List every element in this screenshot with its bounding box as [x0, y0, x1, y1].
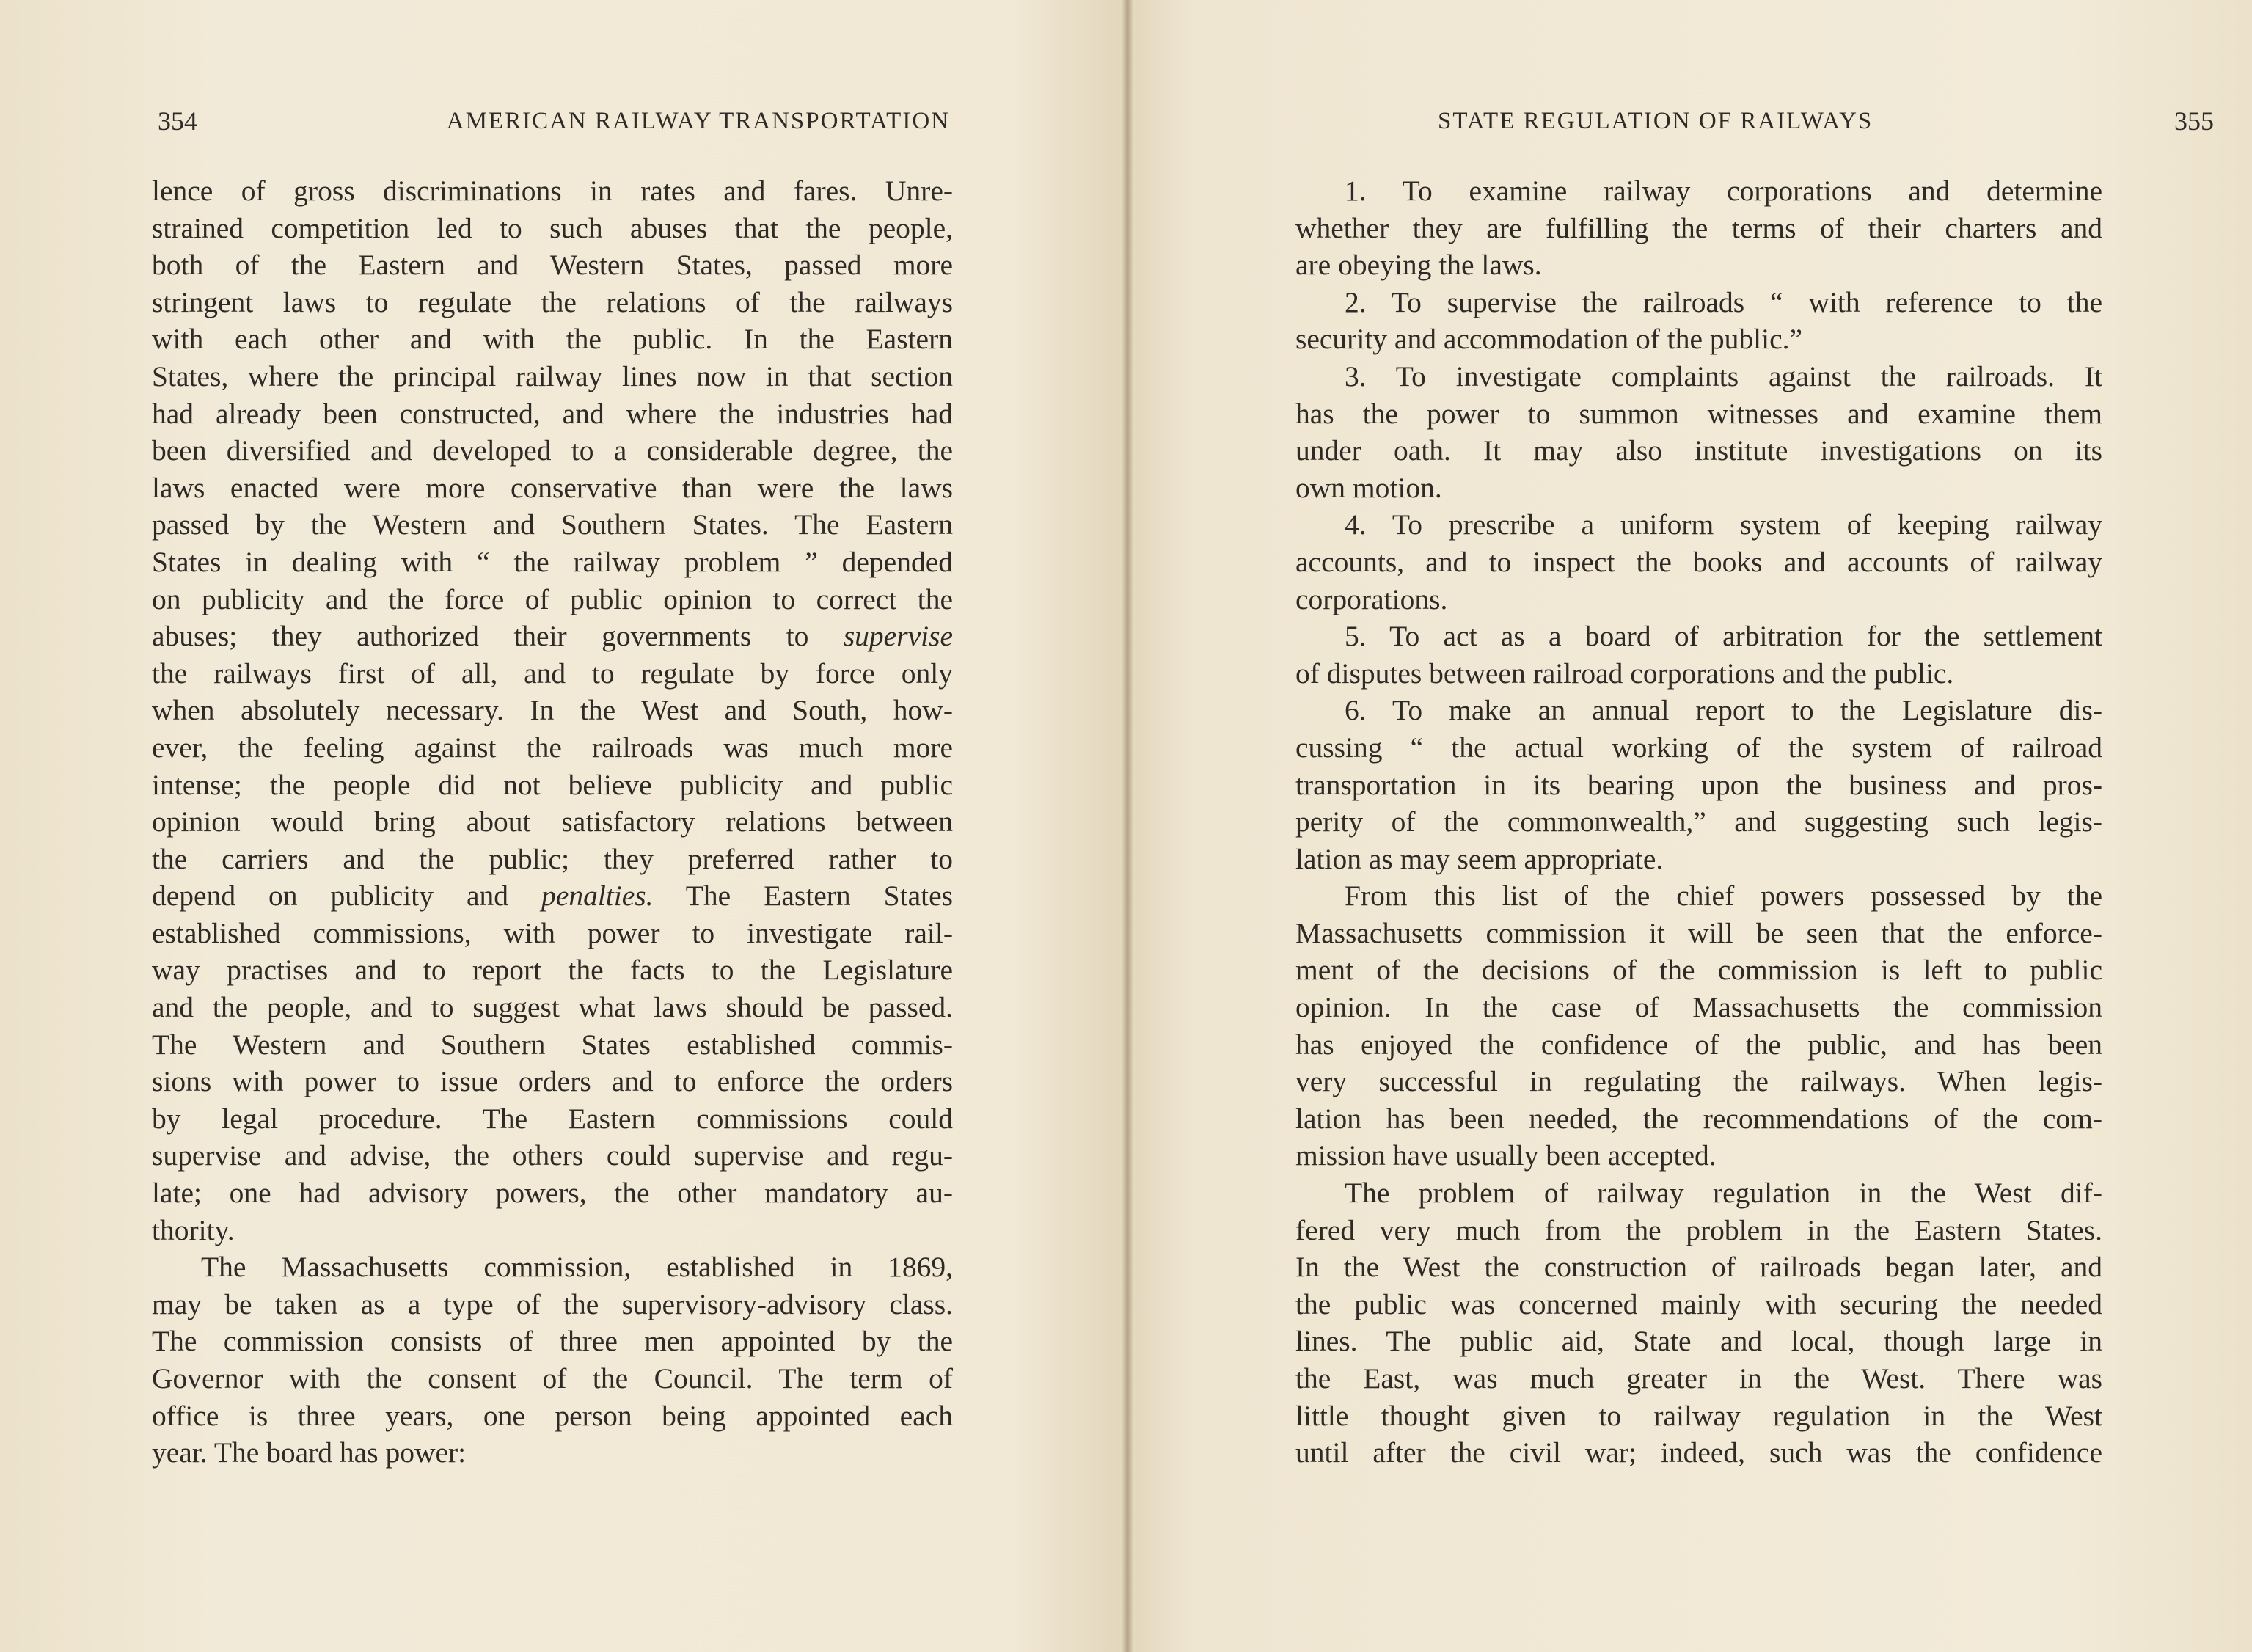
text-line: security and accommodation of the public.”	[1295, 323, 1803, 356]
text-line: by legal procedure. The Eastern commissions could	[152, 1102, 953, 1135]
text-line: under oath. It may also institute investigations on its	[1295, 434, 2102, 467]
text-line: lines. The public aid, State and local, though large in	[1295, 1325, 2102, 1358]
text-line: intense; the people did not believe publicity and public	[152, 768, 953, 801]
text-line: 2. To supervise the railroads “ with reference to the	[1345, 285, 2102, 318]
text-line: the carriers and the public; they preferred rather to	[152, 842, 953, 875]
text-line: opinion would bring about satisfactory relations between	[152, 805, 953, 838]
text-line: States in dealing with “ the railway problem ” depended	[152, 545, 953, 578]
text-line: are obeying the laws.	[1295, 249, 1542, 282]
text-line: Massachusetts commission it will be seen that the enforce-	[1295, 916, 2102, 949]
text-line: lation has been needed, the recommendations of the com-	[1295, 1102, 2102, 1135]
text-line: cussing “ the actual working of the system of railroad	[1295, 731, 2102, 764]
left-page	[0, 0, 1122, 1652]
text-line: From this list of the chief powers possessed by the	[1345, 880, 2102, 913]
text-line: Governor with the consent of the Council. The term of	[152, 1362, 953, 1395]
text-line: had already been constructed, and where the industries had	[152, 397, 953, 430]
text-line: lation as may seem appropriate.	[1295, 842, 1664, 875]
text-line: own motion.	[1295, 471, 1442, 504]
text-line: year. The board has power:	[152, 1436, 467, 1469]
paragraph	[152, 1249, 953, 1472]
text-line: 3. To investigate complaints against the railroads. It	[1345, 359, 2102, 392]
text-line: The Massachusetts commission, established in 1869,	[201, 1251, 953, 1284]
text-line: The commission consists of three men appointed by the	[152, 1325, 953, 1358]
text-line: passed by the Western and Southern States. The Eastern	[152, 508, 953, 541]
text-line: the East, was much greater in the West. There was	[1295, 1362, 2102, 1395]
right-running-title: STATE REGULATION OF RAILWAYS	[1438, 107, 1873, 134]
text-line: whether they are fulfilling the terms of their charters and	[1295, 211, 2102, 244]
text-line: the public was concerned mainly with securing the needed	[1295, 1287, 2102, 1320]
text-line: until after the civil war; indeed, such was the confidence	[1295, 1436, 2102, 1469]
text-line: very successful in regulating the railways. When legis-	[1295, 1065, 2102, 1098]
text-line: late; one had advisory powers, the other mandatory au-	[152, 1177, 953, 1210]
text-line: abuses; they authorized their governments to supervise	[152, 620, 953, 653]
text-line: 4. To prescribe a uniform system of keeping railway	[1345, 508, 2102, 541]
text-line: mission have usually been accepted.	[1295, 1139, 1717, 1172]
text-line: sions with power to issue orders and to enforce the orders	[152, 1065, 953, 1098]
text-line: depend on publicity and penalties. The Eastern States	[152, 880, 953, 913]
text-line: fered very much from the problem in the Eastern States.	[1295, 1213, 2102, 1246]
text-line: States, where the principal railway lines now in that section	[152, 359, 953, 392]
paragraph	[1295, 506, 2102, 618]
left-body-text	[152, 172, 953, 1472]
text-line: of disputes between railroad corporations and the public.	[1295, 657, 1954, 690]
text-line: transportation in its bearing upon the business and pros-	[1295, 768, 2102, 801]
text-line: the railways first of all, and to regulate by force only	[152, 657, 953, 690]
text-line: perity of the commonwealth,” and suggesting such legis-	[1295, 805, 2102, 838]
text-line: established commissions, with power to investigate rail-	[152, 916, 953, 949]
text-line: office is three years, one person being appointed each	[152, 1399, 953, 1432]
text-line: may be taken as a type of the supervisory-advisory class.	[152, 1287, 953, 1320]
text-line: stringent laws to regulate the relations of the railways	[152, 285, 953, 318]
text-line: 5. To act as a board of arbitration for the settlement	[1345, 620, 2102, 653]
text-line: accounts, and to inspect the books and accounts of railway	[1295, 545, 2102, 578]
paragraph	[1295, 358, 2102, 506]
text-line: The Western and Southern States established commis-	[152, 1028, 953, 1061]
text-line: The problem of railway regulation in the West dif-	[1345, 1177, 2102, 1210]
text-line: lence of gross discriminations in rates and fares. Unre-	[152, 175, 953, 207]
text-line: little thought given to railway regulation in the West	[1295, 1399, 2102, 1432]
paragraph	[1295, 877, 2102, 1174]
paragraph	[1295, 1174, 2102, 1472]
text-line: has the power to summon witnesses and examine them	[1295, 397, 2102, 430]
text-line: thority.	[152, 1213, 235, 1246]
text-line: corporations.	[1295, 582, 1448, 615]
text-line: way practises and to report the facts to the Legislature	[152, 954, 953, 987]
left-running-title: AMERICAN RAILWAY TRANSPORTATION	[446, 107, 950, 134]
text-line: supervise and advise, the others could supervise and regu-	[152, 1139, 953, 1172]
right-page	[1133, 0, 2252, 1652]
text-line: laws enacted were more conservative than were the laws	[152, 471, 953, 504]
text-line: strained competition led to such abuses that the people,	[152, 211, 953, 244]
right-body-text	[1295, 172, 2102, 1472]
book-gutter	[1122, 0, 1133, 1652]
text-line: has enjoyed the confidence of the public, and has been	[1295, 1028, 2102, 1061]
left-running-head	[158, 103, 950, 139]
paragraph	[152, 172, 953, 1249]
text-line: and the people, and to suggest what laws should be passed.	[152, 991, 953, 1024]
text-line: with each other and with the public. In the Eastern	[152, 323, 953, 356]
text-line: opinion. In the case of Massachusetts the commission	[1295, 991, 2102, 1024]
text-line: In the West the construction of railroads began later, and	[1295, 1251, 2102, 1284]
text-line: both of the Eastern and Western States, passed more	[152, 249, 953, 282]
text-line: 6. To make an annual report to the Legislature dis-	[1345, 694, 2102, 727]
text-line: been diversified and developed to a considerable degree, the	[152, 434, 953, 467]
text-line: when absolutely necessary. In the West and South, how-	[152, 694, 953, 727]
left-page-number: 354	[158, 106, 197, 136]
right-page-number: 355	[2174, 106, 2214, 136]
text-line: 1. To examine railway corporations and determine	[1345, 175, 2102, 207]
paragraph	[1295, 618, 2102, 692]
text-line: on publicity and the force of public opinion to correct the	[152, 582, 953, 615]
right-running-head	[1438, 103, 2214, 139]
text-line: ever, the feeling against the railroads was much more	[152, 731, 953, 764]
paragraph	[1295, 284, 2102, 358]
text-line: ment of the decisions of the commission is left to public	[1295, 954, 2102, 987]
paragraph	[1295, 692, 2102, 877]
paragraph	[1295, 172, 2102, 284]
